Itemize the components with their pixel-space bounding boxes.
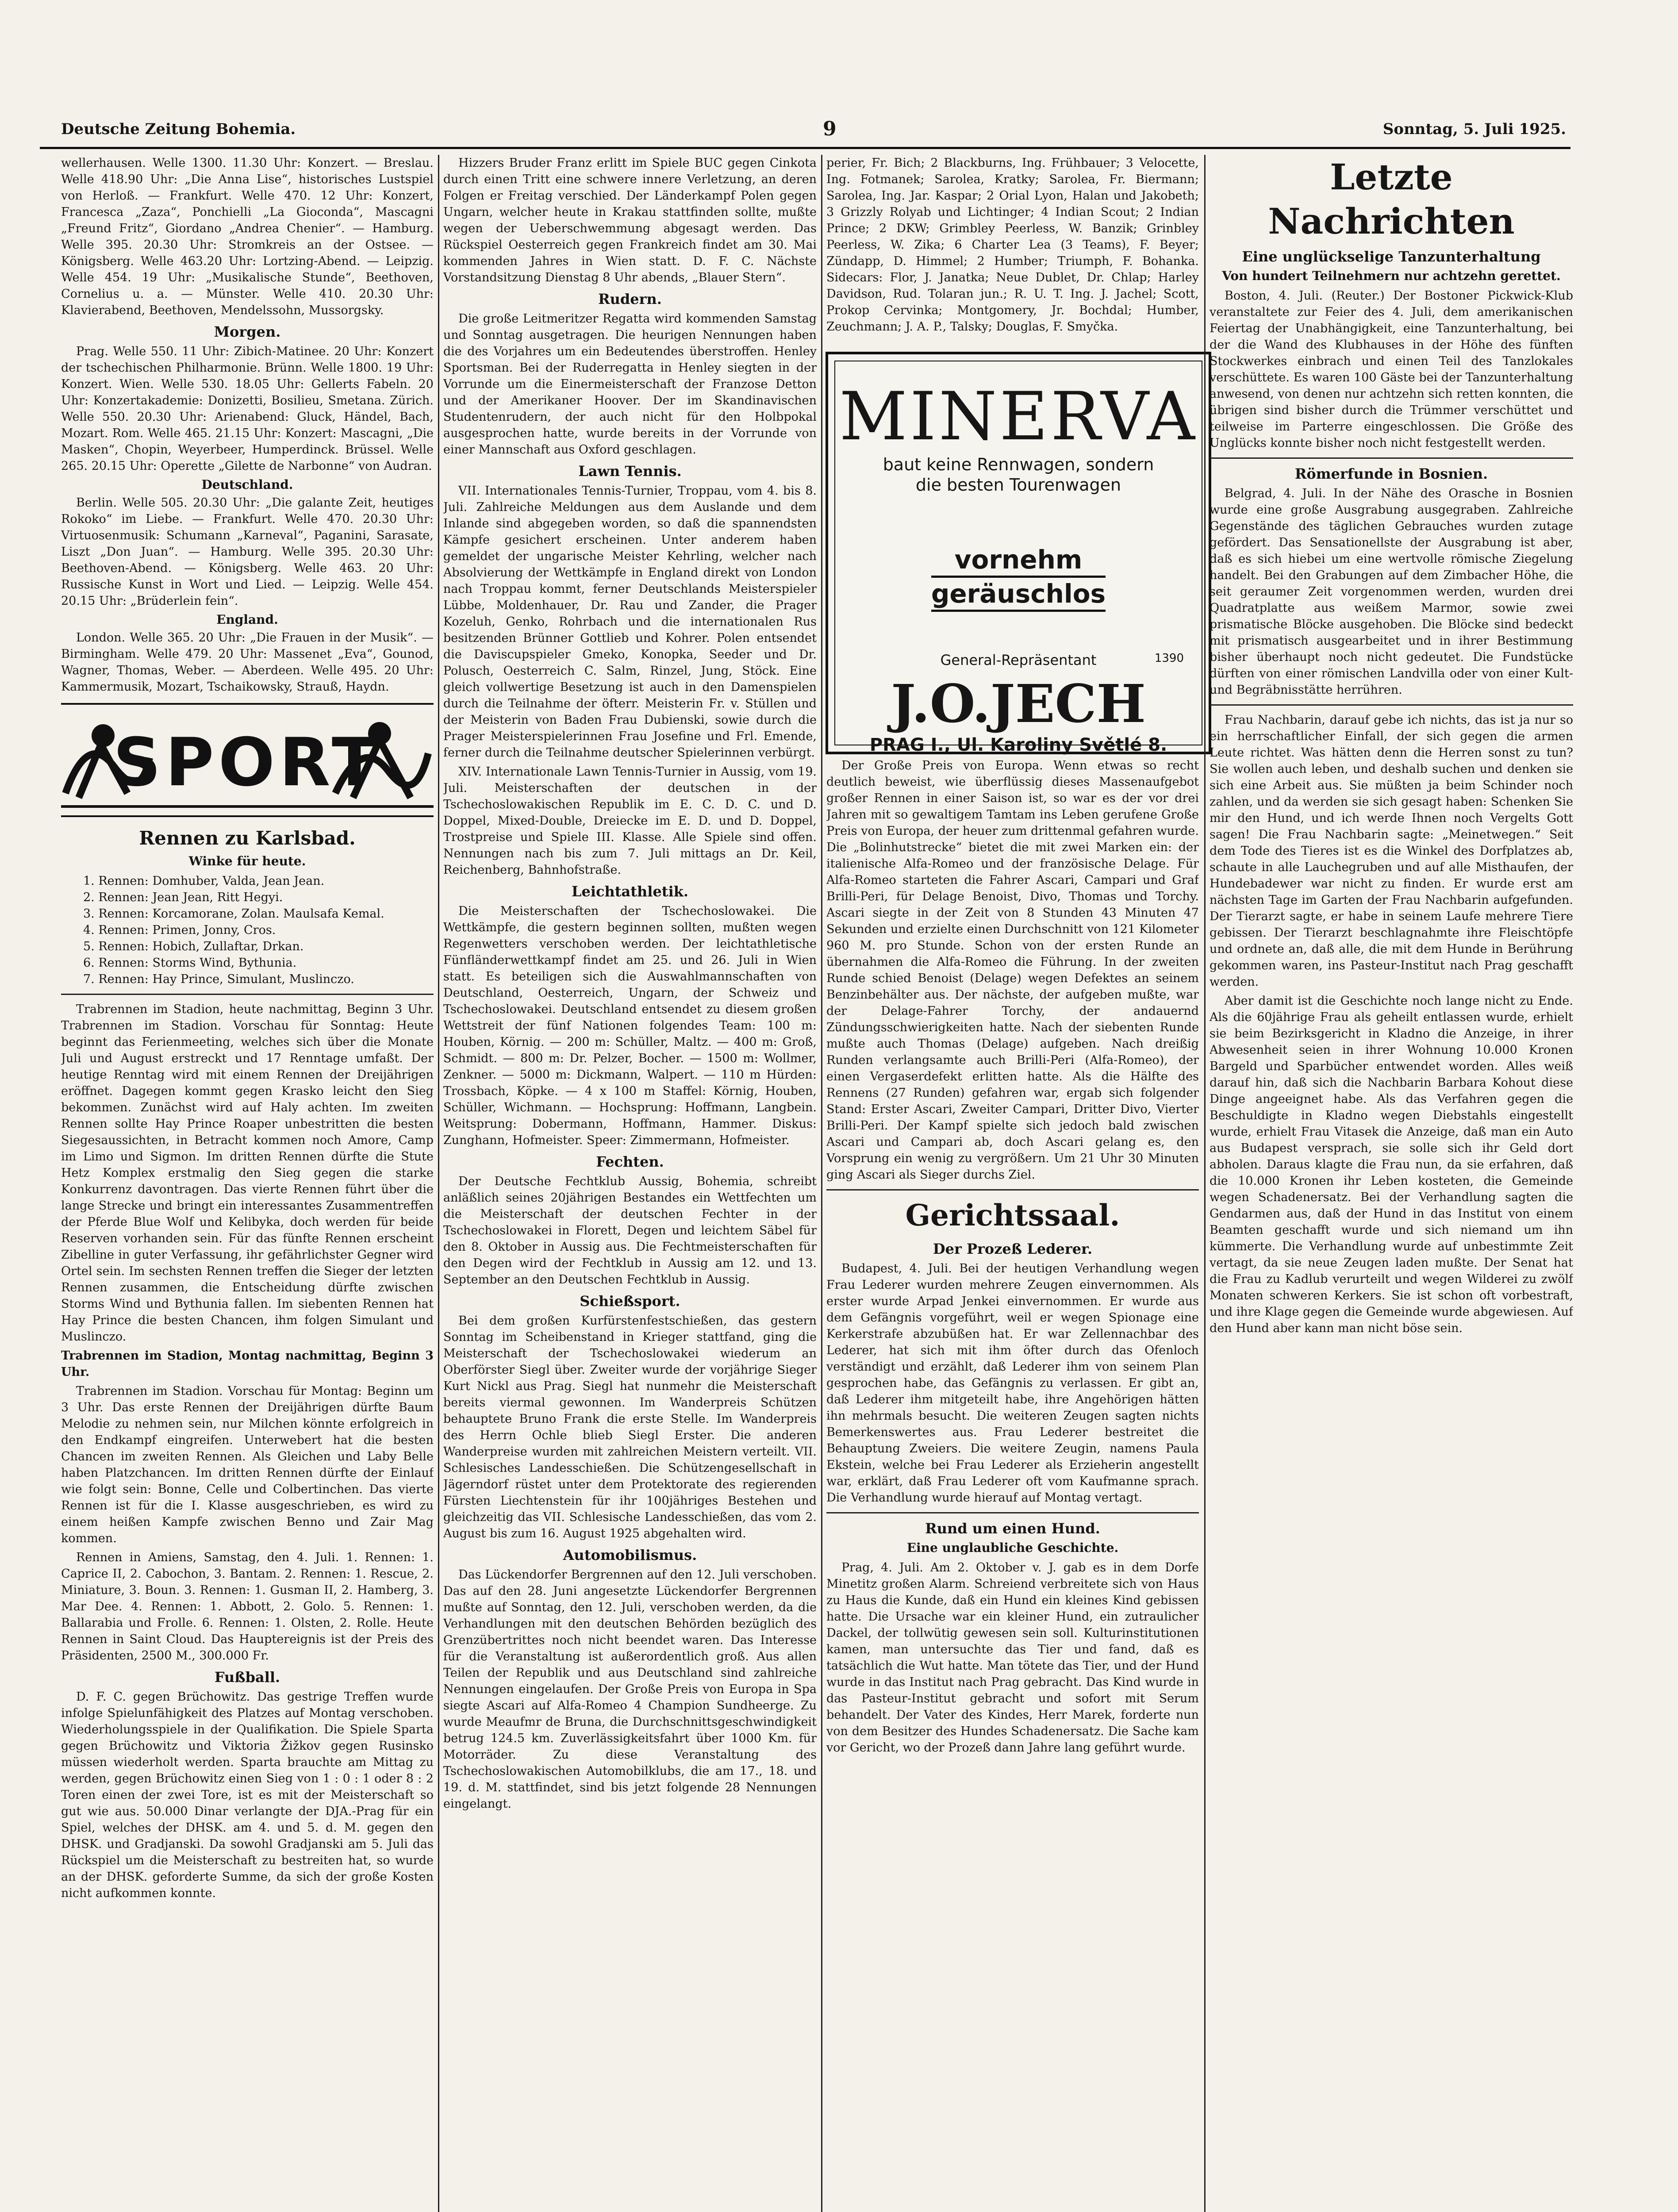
radio-listing-morgen: Prag. Welle 550. 11 Uhr: Zibich-Matinee. 20 Uhr: Konzert der tschechischen Philharmonie. Brünn. Welle 1800. 19 Uhr: Konzert. Wien. Welle 530. 18.05 Uhr: Gellerts Fabeln. 20 Uhr: Konzertakademie: Donizetti, Bosilieu, Smetana. Zürich. Welle 550. 20.30 Uhr: Arienabend: Gluck, Händel, Bach, Mozart. Rom. Welle 465. 21.15 Uhr: Konzert: Mascagni, „Die Masken“, Chopin, Weyerbeer, Humperdinck. Brüssel. Welle 265. 20.15 Uhr: Operette „Gilette de Narbonne“ von Audran. <box>61 345 434 473</box>
column-rule <box>438 155 439 2212</box>
article-fussball-continued: Hizzers Bruder Franz erlitt im Spiele BUC gegen Cinkota durch einen Tritt eine schwere innere Verletzung, an deren Folgen er Freitag verschied. Der Länderkampf Polen gegen Ungarn, welcher heute in Krakau stattfinden sollte, mußte wegen der Ueberschwemmung abgesagt werden. Das Rückspiel Oesterreich gegen Frankreich findet am 30. Mai kommenden Jahres in Wien statt. D. F. C. Nächste Vorstandsitzung Dienstag 8 Uhr abends, „Blauer Stern“. <box>443 156 817 284</box>
race-tip: 4. Rennen: Primen, Jonny, Cros. <box>83 923 276 937</box>
column-4 <box>1210 155 1573 2212</box>
article-tennis-aussig: XIV. Internationale Lawn Tennis-Turnier in Aussig, vom 19. Juli. Meisterschaften der deutschen in der Tschechoslowakischen Republik im E. C. D. C. und D. Doppel, Mixed-Double, Dreiecke im E. D. und D. Doppel, Trostpreise und Spiele III. Klasse. Alle Spiele sind offen. Nennungen nach bis zum 7. Juli mittags an Dr. Keil, Reichenberg, Bahnhofstraße. <box>443 765 817 877</box>
ad-slogan <box>931 544 1106 612</box>
radio-listing-deutschland: Berlin. Welle 505. 20.30 Uhr: „Die galante Zeit, heutiges Rokoko“ im Liebe. — Frankfurt. Welle 470. 20.30 Uhr: Virtuosenmusik: Schumann „Karneval“, Paganini, Sarasate, Liszt „Don Juan“. — Hamburg. Welle 395. 20.30 Uhr: Beethoven-Abend. — Königsberg. Welle 463. 20 Uhr: Russische Kunst in Wort und Lied. — Leipzig. Welle 454. 20.15 Uhr: „Brüderlein fein“. <box>61 496 434 608</box>
heading-morgen: Morgen. <box>214 323 281 340</box>
heading-rund-um-einen-hund: Rund um einen Hund. <box>925 1520 1100 1537</box>
ad-address: PRAG I., Ul. Karoliny Světlé 8. <box>869 735 1167 755</box>
page-number: 9 <box>823 118 837 140</box>
race-tip: 2. Rennen: Jean Jean, Ritt Hegyi. <box>83 891 283 904</box>
radio-listing-england: London. Welle 365. 20 Uhr: „Die Frauen in der Musik“. — Birmingham. Welle 479. 20 Uhr: Massenet „Eva“, Gounod, Wagner, Thomas, Weber. — Aberdeen. Welle 495. 20 Uhr: Kammermusik, Mozart, Tschaikowsky, Strauß, Haydn. <box>61 631 434 694</box>
article-fussball: D. F. C. gegen Brüchowitz. Das gestrige Treffen wurde infolge Spielunfähigkeit des Platzes auf Montag verschoben. Wiederholungsspiele in der Qualifikation. Die Spiele Sparta gegen Brüchowitz und Viktoria Žižkov gegen Rusinsko müssen wiederholt werden. Sparta brauchte am Mittag zu werden, gegen Brüchowitz einen Sieg von 1 : 0 : 1 oder 8 : 2 Toren einen der zwei Tore, ist es mit der Meisterschaft so gut wie aus. 50.000 Dinar verlangte der DJA.-Prag für ein Spiel, welches der DHSK. am 4. und 5. d. M. gegen den DHSK. und Gradjanski. Da sowohl Gradjanski am 5. Juli das Rückspiel um die Meisterschaft zu bestreiten hat, so wurde an der DHSK. geforderte Summe, da sich der große Kosten nicht aufkommen konnte. <box>61 1690 434 1900</box>
heading-roemerfunde: Römerfunde in Bosnien. <box>1294 465 1488 482</box>
article-rennergebnisse: Rennen in Amiens, Samstag, den 4. Juli. 1. Rennen: 1. Caprice II, 2. Cabochon, 3. Bantam. 2. Rennen: 1. Rescue, 2. Miniature, 3. Boun. 3. Rennen: 1. Gusman II, 2. Hamberg, 3. Mar Dee. 4. Rennen: 1. Abbott, 2. Golo. 5. Rennen: 1. Ballarabia und Frolle. 6. Rennen: 1. Olsten, 2. Rolle. Heute Rennen in Saint Cloud. Das Hauptereignis ist der Preis des Präsidenten, 2500 M., 300.000 Fr. <box>61 1551 434 1663</box>
heading-rudern: Rudern. <box>598 291 662 307</box>
column-rule <box>821 155 822 2212</box>
divider <box>1210 704 1573 706</box>
heading-gerichtssaal: Gerichtssaal. <box>905 1198 1120 1233</box>
race-tip: 5. Rennen: Hobich, Zullaftar, Drkan. <box>83 940 304 953</box>
column-2 <box>443 155 817 2212</box>
race-tip: 7. Rennen: Hay Prince, Simulant, Muslinczo. <box>83 972 354 986</box>
ad-company: J.O.JECH <box>891 673 1146 734</box>
heading-winke: Winke für heute. <box>188 854 306 868</box>
ad-slogan-word-2: geräuschlos <box>931 578 1106 612</box>
ad-rep-label: General-Repräsentant <box>940 652 1097 668</box>
race-tip: 6. Rennen: Storms Wind, Bythunia. <box>83 956 297 970</box>
column-3-lower <box>826 757 1199 2212</box>
heading-trabrennen-montag: Trabrennen im Stadion, Montag nachmittag, Beginn 3 Uhr. <box>61 1349 434 1379</box>
heading-lawn-tennis: Lawn Tennis. <box>578 463 682 480</box>
heading-england: England. <box>216 612 278 627</box>
article-roemerfunde: Belgrad, 4. Juli. In der Nähe des Orasche in Bosnien wurde eine große Ausgrabung ausgegraben. Zahlreiche Gegenstände des täglichen Gebrauches wurden zutage gefördert. Das Sensationellste der Ausgrabung ist aber, daß es sich hiebei um eine wertvolle römische Ziegelung handelt. Bei den Grabungen auf dem Zimbacher Höhe, die seit geraumer Zeit vorgenommen werden, wurden drei Quadratplatte aus weißem Marmor, sowie zwei prismatische Blöcke ausgehoben. Die Blöcke sind bedeckt mit prismatisch ausgearbeitet und in ihrer Bestimmung bisher überhaupt noch nicht gedeutet. Die Fundstücke dürften von einer römischen Landvilla oder von einer Kult- und Begräbnisstätte herrühren. <box>1210 487 1573 697</box>
divider <box>826 1189 1199 1190</box>
sport-banner-illustration <box>61 705 434 815</box>
article-hund-conclusion: Aber damit ist die Geschichte noch lange nicht zu Ende. Als die 60jährige Frau als geheilt entlassen wurde, erhielt sie beim Bezirksgericht in Kladno die Anzeige, in ihrer Abwesenheit seien in ihrer Wohnung 10.000 Kronen Bargeld und Sparbücher entwendet worden. Alles weiß darauf hin, daß sich die Nachbarin Barbara Kohout diese Dinge angeeignet habe. Als das Verfahren gegen die Beschuldigte in Kladno wegen Diebstahls eingestellt wurde, erhielt Frau Vitasek die Anzeige, daß man ein Auto aus Budapest versprach, sie solle sich ihr Geld dort abholen. Daraus klagte die Frau nun, da sie erfahren, daß die 10.000 Kronen ihr Leben kosteten, die Gemeinde wegen Schadenersatz. Bei der Verhandlung sagten die Gendarmen aus, daß der Hund in das Institut von einem Beamten geschafft wurde und sich niemand um ihn kümmerte. Die Verhandlung wurde auf unbestimmte Zeit vertagt, da sie neue Zeugen laden mußte. Der Senat hat die Frau zu Kadlub verurteilt und wegen Wilderei zu zwölf Monaten schweren Kerkers. Sie ist schon oft vorbestraft, und ihre Klage gegen die Gemeinde wurde abgewiesen. Auf den Hund aber kann man nicht böse sein. <box>1210 994 1573 1335</box>
article-automobilismus: Das Lückendorfer Bergrennen auf den 12. Juli verschoben. Das auf den 28. Juni angesetzte Lückendorfer Bergrennen mußte auf Sonntag, den 12. Juli, verschoben werden, da die Verhandlungen mit den deutschen Behörden bezüglich des Grenzübertrittes noch nicht beendet waren. Das Interesse für die Veranstaltung ist außerordentlich groß. Aus allen Teilen der Republik und aus Deutschland sind zahlreiche Nennungen eingelaufen. Der Große Preis von Europa in Spa siegte Ascari auf Alfa-Romeo 4 Champion Sundheerge. Zu wurde Meaufmr de Bruna, die Durchschnittsgeschwindigkeit betrug 124.5 km. Zuverlässigkeitsfahrt über 1000 Km. für Motorräder. Zu diese Veranstaltung des Tschechoslowakischen Automobilklubs, die am 17., 18. und 19. d. M. stattfindet, sind bis jetzt folgende 28 Nennungen eingelangt. <box>443 1568 817 1811</box>
column-1 <box>61 155 434 2212</box>
ad-line-1: baut keine Rennwagen, sondern <box>883 455 1154 474</box>
heading-deutschland: Deutschland. <box>201 477 293 492</box>
masthead-left: Deutsche Zeitung Bohemia. <box>61 120 296 138</box>
article-rudern: Die große Leitmeritzer Regatta wird kommenden Samstag und Sonntag ausgetragen. Die heurigen Nennungen haben die des Vorjahres um ein Bedeutendes überstroffen. Henley Sportsman. Bei der Ruderregatta in Henley siegten in der Vorrunde um die Einermeisterschaft der Franzose Detton und der Amerikaner Hoover. Der im Skandinavischen Studentenrudern, der auch nicht für den Holbpokal ausgesprochen hatte, wurde bereits in der Vorrunde von einer Mannschaft aus Oxford geschlagen. <box>443 312 817 457</box>
motorcycle-entries: perier, Fr. Bich; 2 Blackburns, Ing. Frühbauer; 3 Velocette, Ing. Fotmanek; Sarolea, Kratky; Sarolea, Fr. Biermann; Sarolea, Ing. Jar. Kaspar; 2 Orial Lyon, Halan und Jakobeth; 3 Grizzly Rolyab und Lichtinger; 4 Indian Scout; 2 Indian Prince; 2 DKW; Grimbley Peerless, W. Banzik; Grinbley Peerless, W. Zika; 6 Charter Lea (3 Teams), F. Beyer; Zündapp, D. Himmel; 2 Humber; Triumph, F. Bohanka. Sidecars: Flor, J. Janatka; Neue Dublet, Dr. Chlap; Harley Davidson, Rud. Tolaran jun.; R. U. T. Ing. J. Jachel; Scott, Prokop Cervinka; Montgomery, Jr. Bochdal; Humber, Zeuchmann; J. A. P., Talsky; Douglas, F. Smyčka. <box>826 156 1199 334</box>
heading-prozess-lederer: Der Prozeß Lederer. <box>933 1240 1093 1257</box>
article-trabrennen-sonntag: Trabrennen im Stadion, heute nachmittag, Beginn 3 Uhr. Trabrennen im Stadion. Vorschau für Sonntag: Heute beginnt das Ferienmeeting, welches sich über die Monate Juli und August erstreckt und 17 Renntage umfaßt. Der heutige Renntag wird mit einem Rennen der Dreijährigen eröffnet. Dagegen kommt gegen Krasko leicht den Sieg bekommen. Zunächst wird auf Haly achten. Im zweiten Rennen sollte Hay Prince Roaper unbestritten die besten Siegesaussichten, in Betracht kommen noch Amore, Camp im Limo und Sigmon. Im dritten Rennen dürfte die Stute Hetz Komplex erstmalig den Sieg gegen die starke Konkurrenz davontragen. Das vierte Rennen führt über die lange Strecke und bringt ein interessantes Zusammentreffen der Pferde Blue Wolf und Kelibyka, doch werden für beide Reserven vorhanden sein. Für das fünfte Rennen erscheint Zibelline in guter Verfassung, ihr gefährlichster Gegner wird Ortel sein. Im sechsten Rennen treffen die Sieger der letzten Rennen zusammen, die Entscheidung dürfte zwischen Storms Wind und Bythunia fallen. Im siebenten Rennen hat Hay Prince die besten Chancen, ihm folgen Simulant und Muslinczo. <box>61 1002 434 1344</box>
sport-banner <box>61 703 434 817</box>
race-tip: 1. Rennen: Domhuber, Valda, Jean Jean. <box>83 874 325 888</box>
heading-fussball: Fußball. <box>214 1669 280 1686</box>
article-hund-continued: Frau Nachbarin, darauf gebe ich nichts, das ist ja nur so ein herrschaftlicher Einfall, der sich gegen die armen Leute richtet. Was hätten denn die Herren sonst zu tun? Sie wollen auch leben, und deshalb suchen und denken sie sich eine Arbeit aus. Sie müßten ja beim Schinder noch zahlen, und da werden sie sich gesagt haben: Schenken Sie mir den Hund, und ich werde Ihnen noch Vergelts Gott sagen! Die Frau Nachbarin sagte: „Meinetwegen.“ Seit dem Tode des Tieres ist es die Winkel des Dorfplatzes ab, schaute in alle Lauchegruben und auf alle Misthaufen, der Hundebadewer war nicht zu finden. Er wurde erst am nächsten Tage im Garten der Frau Nachbarin aufgefunden. Der Tierarzt sagte, er habe in seinem Laufe mehrere Tiere gebissen. Der Tierarzt beschlagnahmte ihre Fleischtöpfe und ordnete an, daß alle, die mit dem Hunde in Berührung gekommen waren, ins Pasteur-Institut nach Prag geschafft werden. <box>1210 713 1573 989</box>
heading-letzte-nachrichten: Letzte Nachrichten <box>1268 156 1515 242</box>
ad-line-2: die besten Tourenwagen <box>915 475 1121 495</box>
subheading-hund: Eine unglaubliche Geschichte. <box>906 1540 1119 1555</box>
divider <box>826 1512 1199 1513</box>
ad-representative <box>835 652 1202 668</box>
ad-frame <box>834 361 1202 755</box>
article-tanzunterhaltung: Boston, 4. Juli. (Reuter.) Der Bostoner Pickwick-Klub veranstaltete zur Feier des 4. Juli, dem amerikanischen Feiertag der Unabhängigkeit, eine Tanzunterhaltung, bei der die Wand des Klubhauses in der Höhe des fünften Stockwerkes einbrach und einen Teil des Tanzlokales verschüttete. Es waren 100 Gäste bei der Tanzunterhaltung anwesend, von denen nur achtzehn sich retten konnten, die übrigen sind bisher durch die Trümmer verschüttet und teilweise im Parterre eingeschlossen. Die Größe des Unglücks konnte bisher noch nicht festgestellt werden. <box>1210 289 1573 450</box>
heading-schiesssport: Schießsport. <box>580 1293 680 1310</box>
article-trabrennen-montag: Trabrennen im Stadion. Vorschau für Montag: Beginn um 3 Uhr. Das erste Rennen der Dreijährigen dürfte Baum Melodie zu nehmen sein, nur Milchen könnte erfolgreich in den Endkampf eingreifen. Unterwebert hat die besten Chancen im zweiten Rennen. Als Gleichen und Laby Belle haben Platzchancen. Im dritten Rennen dürfte der Einlauf wie folgt sein: Bonne, Celle und Colbertinchen. Das vierte Rennen ist für die I. Klasse ausgeschrieben, es wird zu einem heißen Kampfe zwischen Benno und Zair Mag kommen. <box>61 1384 434 1545</box>
article-schiesssport: Bei dem großen Kurfürstenfestschießen, das gestern Sonntag im Scheibenstand in Krieger stattfand, ging die Meisterschaft der Tschechoslowakei wiederum an Oberförster Siegl über. Zweiter wurde der vorjährige Sieger Kurt Nickl aus Prag. Siegl hat nunmehr die Meisterschaft bereits viermal gewonnen. Im Wanderpreis Schützen behauptete Bruno Frank die erste Stelle. Im Wanderpreis des Herrn Ochle blieb Siegl Erster. Die anderen Wanderpreise wurden mit zahlreichen Meistern verteilt. VII. Schlesisches Landesschießen. Die Schützengesellschaft in Jägerndorf rüstet unter dem Protektorate des regierenden Fürsten Liechtenstein für ihr 100jähriges Bestehen und gleichzeitig das VII. Schlesische Landesschießen, das vom 2. August bis zum 16. August 1925 abgehalten wird. <box>443 1314 817 1540</box>
heading-tanzunterhaltung: Eine unglückselige Tanzunterhaltung <box>1242 248 1541 265</box>
ad-number: 1390 <box>1154 652 1184 665</box>
article-prozess-lederer: Budapest, 4. Juli. Bei der heutigen Verhandlung wegen Frau Lederer wurden mehrere Zeugen einvernommen. Als erster wurde Arpad Jenkei einvernommen. Er wurde aus dem Gefängnis vorgeführt, weil er wegen Spionage eine Kerkerstrafe abzubüßen hat. Er war Zellennachbar des Lederer, hat sich mit ihm öfter durch das Ofenloch verständigt und erzählt, daß Lederer ihm von seinem Plan gesprochen habe, das Gefängnis zu verlassen. Er gibt an, daß Lederer ihm mitgeteilt habe, ihre Angehörigen hätten ihn mehrmals besucht. Die weiteren Zeugen sagten nichts Bemerkenswertes aus. Frau Lederer bestreitet die Behauptung Zweiers. Die weitere Zeugin, namens Paula Ekstein, welche bei Frau Lederer als Erzieherin angestellt war, erklärt, daß Frau Lederer oft vom Kaufmanne sprach. Die Verhandlung wurde hierauf auf Montag vertagt. <box>826 1262 1199 1505</box>
race-tip: 3. Rennen: Korcamorane, Zolan. Maulsafa Kemal. <box>83 907 384 921</box>
divider <box>61 994 434 995</box>
radio-listing-continued: wellerhausen. Welle 1300. 11.30 Uhr: Konzert. — Breslau. Welle 418.90 Uhr: „Die Anna Lise“, historisches Lustspiel von Herloß. — Frankfurt. Welle 470. 12 Uhr: Konzert, Francesca „Zaza“, Ponchielli „La Gioconda“, Mascagni „Freund Fritz“, Giordano „Andrea Chenier“. — Hamburg. Welle 395. 20.30 Uhr: Stromkreis an der Ostsee. — Königsberg. Welle 463.20 Uhr: Lortzing-Abend. — Leipzig. Welle 454. 19 Uhr: „Musikalische Stunde“, Beethoven, Cornelius u. a. — Münster. Welle 410. 20.30 Uhr: Klavierabend, Beethoven, Mendelssohn, Mussorgsky. <box>61 156 434 317</box>
article-rund-um-einen-hund: Prag, 4. Juli. Am 2. Oktober v. J. gab es in dem Dorfe Minetitz großen Alarm. Schreiend verbreitete sich von Haus zu Haus die Kunde, daß ein Hund ein kleines Kind gebissen hatte. Die Ursache war ein kleiner Hund, ein zutraulicher Dackel, der tollwütig gewesen sein soll. Kulturinstitutionen kamen, man untersuchte das Tier und fand, daß es tatsächlich die Wut hatte. Man tötete das Tier, und der Hund wurde in das Institut nach Prag gebracht. Das Kind wurde in das Pasteur-Institut gebracht und sofort mit Serum behandelt. Der Vater des Kindes, Herr Marek, forderte nun von dem Besitzer des Hundes Schadenersatz. Die Sache kam vor Gericht, wo der Prozeß dann Jahre lang geführt wurde. <box>826 1561 1199 1755</box>
heading-leichtathletik: Leichtathletik. <box>571 883 689 900</box>
column-rule <box>1204 155 1206 2212</box>
heading-rennen-karlsbad: Rennen zu Karlsbad. <box>139 827 356 849</box>
minerva-advertisement <box>826 352 1211 754</box>
article-tennis-troppau: VII. Internationales Tennis-Turnier, Troppau, vom 4. bis 8. Juli. Zahlreiche Meldungen aus dem Auslande und dem Inlande sind abgegeben worden, so daß die spannendsten Kämpfe gesichert erscheinen. Unter anderem haben gemeldet der ungarische Meister Kehrling, welcher nach Absolvierung der Wettkämpfe in England direkt von London nach Troppau kommt, ferner Deutschlands Meisterspieler Lübbe, Moldenhauer, Dr. Rau und Zander, die Prager Kozeluh, Genko, Rohrbach und die internationalen Rus besitzenden Brünner Gottlieb und Kohrer. Polen entsendet die Daviscupspieler Gmeko, Konopka, Seeder und Dr. Polusch, Oesterreich C. Salm, Rinzel, Jung, Stöck. Eine gleich vollwertige Besetzung ist auch in den Damenspielen durch die Teilnahme der öfterr. Meisterin Fr. v. Stüllen und der Meisterin von Baden Frau Dubienski, sowie durch die Prager Meisterspielerinnen Frau Josefine und Frl. Emende, ferner durch die Teilnahme deutscher Spielerinnen verbürgt. <box>443 484 817 760</box>
article-fechten: Der Deutsche Fechtklub Aussig, Bohemia, schreibt anläßlich seines 20jährigen Bestandes ein Wettfechten um die Meisterschaft der deutschen Fechter in der Tschechoslowakei in Florett, Degen und leichtem Säbel für den 8. Oktober in Aussig aus. Die Fechtmeisterschaften für den Degen wird der Fechtklub in Aussig am 12. und 13. September an den Deutschen Fechtklub in Aussig. <box>443 1175 817 1286</box>
divider <box>1210 457 1573 459</box>
ad-slogan-word-1: vornehm <box>931 544 1106 578</box>
ad-brand: MINERVA <box>839 378 1198 455</box>
subheading-tanzunterhaltung: Von hundert Teilnehmern nur achtzehn gerettet. <box>1222 269 1561 283</box>
heading-automobilismus: Automobilismus. <box>563 1547 697 1563</box>
article-grosser-preis-europa: Der Große Preis von Europa. Wenn etwas so recht deutlich beweist, wie überflüssig dieses Massenaufgebot großer Rennen in einer Saison ist, so war es der vor drei Jahren mit so gewaltigem Tamtam ins Leben gerufene Große Preis von Europa, der heuer zum drittenmal gefahren wurde. Die „Bolinhutstrecke“ bietet die mit zwei Marken ein: der italienische Alfa-Romeo und der französische Delage. Für Alfa-Romeo starteten die Fahrer Ascari, Campari und Graf Brilli-Peri, für Delage Benoist, Divo, Thomas und Torchy. Ascari siegte in der Zeit von 8 Stunden 43 Minuten 47 Sekunden und erzielte einen Durchschnitt von 121 Kilometer 960 M. pro Stunde. Schon von der ersten Runde an übernahmen die Alfa-Romeo die Führung. In der zweiten Runde schied Benoist (Delage) wegen Defektes an seinem Benzinbehälter aus. Der nächste, der aufgeben mußte, war der Delage-Fahrer Torchy, der andauernd Zündungsschwierigkeiten hatte. Nach der siebenten Runde mußte auch Thomas (Delage) aufgeben. Nach dreißig Runden verlangsamte auch Brilli-Peri (Alfa-Romeo), der einen Vergaserdefekt erlitten hatte. Als die Hälfte des Rennens (27 Runden) gefahren war, ergab sich folgender Stand: Erster Ascari, Zweiter Campari, Dritter Divo, Vierter Brilli-Peri. Der Kampf spielte sich jedoch bald zwischen Ascari und Campari ab, doch Ascari gelang es, den Vorsprung ein wenig zu vergrößern. Um 21 Uhr 30 Minuten ging Ascari als Sieger durchs Ziel. <box>826 759 1199 1182</box>
page-header <box>40 116 1570 149</box>
heading-fechten: Fechten. <box>596 1153 664 1170</box>
sport-banner-text: SPORT <box>113 724 382 801</box>
issue-date: Sonntag, 5. Juli 1925. <box>1382 120 1566 138</box>
race-tips-list <box>61 873 434 987</box>
article-leichtathletik: Die Meisterschaften der Tschechoslowakei. Die Wettkämpfe, die gestern beginnen sollten, mußten wegen Regenwetters verschoben werden. Der leichtathletische Fünfländerwettkampf findet am 25. und 26. Juli in Wien statt. Es beteiligen sich die Auswahlmannschaften von Deutschland, Oesterreich, Ungarn, der Schweiz und Tschechoslowakei. Deutschland entsendet zu diesem großen Wettstreit der fünf Nationen folgendes Team: 100 m: Houben, Körnig. — 200 m: Schüller, Maltz. — 400 m: Groß, Schmidt. — 800 m: Dr. Pelzer, Bocher. — 1500 m: Wollmer, Zenkner. — 5000 m: Dickmann, Walpert. — 110 m Hürden: Trossbach, Köpke. — 4 x 100 m Staffel: Körnig, Houben, Schüller, Wichmann. — Hochsprung: Hoffmann, Langbein. Weitsprung: Dobermann, Hoffmann, Hammer. Diskus: Zunghann, Hofmeister. Speer: Zimmermann, Hofmeister. <box>443 904 817 1147</box>
